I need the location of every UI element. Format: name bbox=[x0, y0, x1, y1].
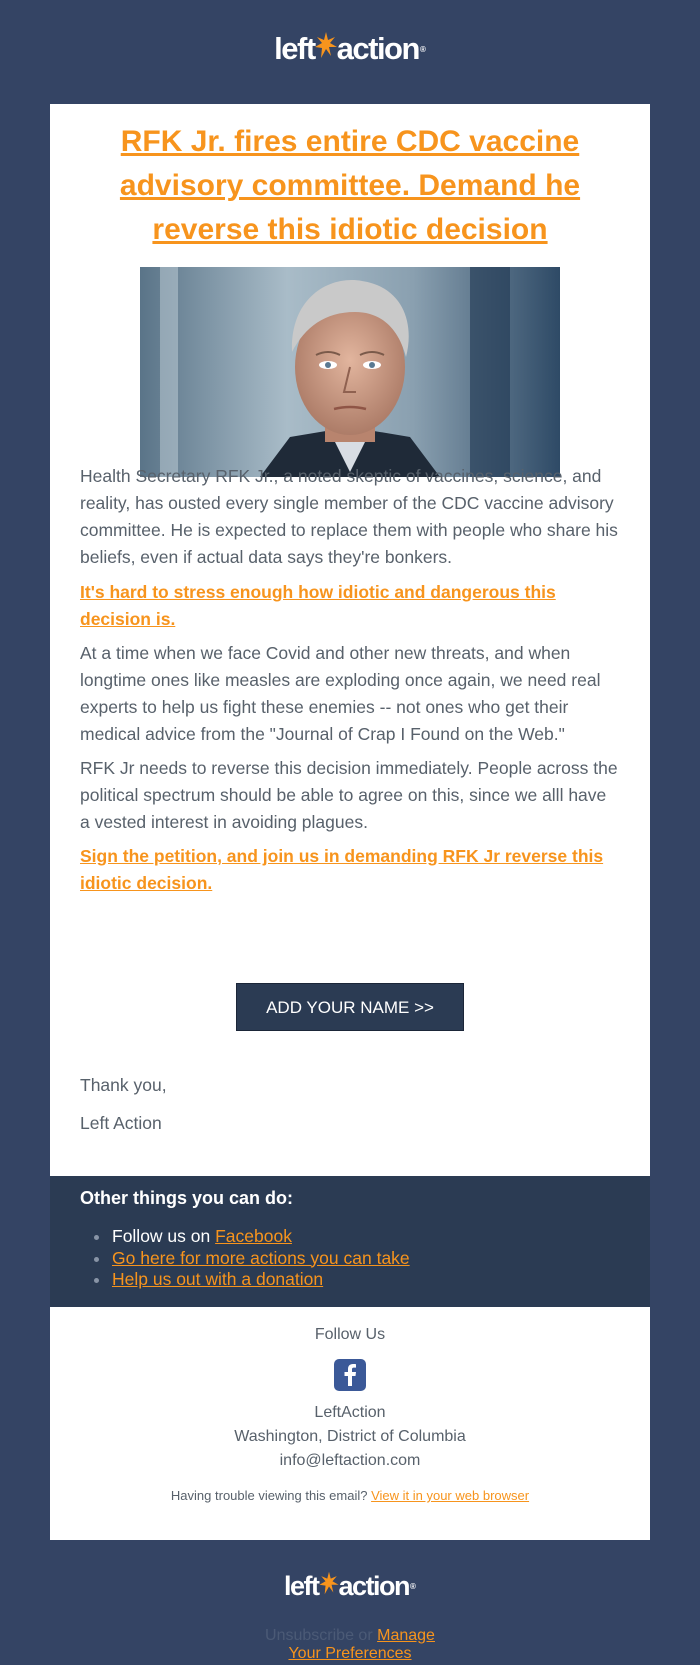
bullet-icon bbox=[94, 1278, 99, 1283]
burst-icon bbox=[319, 1570, 339, 1603]
leftaction-logo-footer bbox=[284, 1570, 416, 1603]
donation-link[interactable]: Help us out with a donation bbox=[112, 1269, 324, 1289]
headline-link[interactable]: RFK Jr. fires entire CDC vaccine advisory committee. Demand he reverse this idiotic decision bbox=[119, 125, 581, 246]
sign-off: Thank you, bbox=[80, 1075, 167, 1095]
unsubscribe-link[interactable]: Unsubscribe bbox=[265, 1627, 354, 1644]
body-paragraph-3: RFK Jr needs to reverse this decision immediately. People across the political spectrum should be able to agree on this, since we alll have a vested interest in avoiding plagues. bbox=[80, 758, 618, 832]
trouble-text: Having trouble viewing this email? bbox=[170, 1488, 372, 1503]
other-actions-title: Other things you can do: bbox=[80, 1188, 294, 1208]
org-location: Washington, District of Columbia bbox=[234, 1428, 466, 1445]
bottom-logo bbox=[0, 1570, 700, 1603]
hero-image[interactable] bbox=[140, 267, 560, 477]
follow-prefix: Follow us on bbox=[112, 1226, 216, 1246]
facebook-icon[interactable] bbox=[334, 1359, 366, 1391]
manage-link-line-2: Your Preferences bbox=[288, 1645, 412, 1662]
bullet-icon bbox=[94, 1235, 99, 1240]
body-paragraph-1: Health Secretary RFK Jr., a noted skeptic of vaccines, science, and reality, has ousted every single member of the CDC vaccine advisory committee. He is expected to replace them with people who share his beliefs, even if actual data says they're bonkers. bbox=[80, 466, 618, 567]
footer bbox=[50, 1307, 650, 1540]
list-item bbox=[112, 1269, 410, 1291]
emphasis-link-1[interactable]: It's hard to stress enough how idiotic and dangerous this decision is. bbox=[80, 582, 556, 629]
follow-us-label: Follow Us bbox=[314, 1326, 386, 1343]
org-email[interactable]: info@leftaction.com bbox=[279, 1452, 421, 1469]
logo-text-right: action bbox=[338, 1571, 410, 1601]
org-name: LeftAction bbox=[314, 1404, 386, 1421]
leftaction-logo bbox=[274, 30, 426, 68]
logo-text-left: left bbox=[274, 31, 315, 66]
burst-icon bbox=[315, 30, 337, 68]
list-item bbox=[112, 1226, 410, 1248]
other-actions-section bbox=[50, 1176, 650, 1307]
hero-portrait bbox=[140, 267, 560, 477]
bullet-icon bbox=[94, 1257, 99, 1262]
list-item bbox=[112, 1248, 410, 1270]
trouble-viewing bbox=[50, 1488, 650, 1503]
other-actions-list bbox=[80, 1226, 410, 1291]
logo-registered: ® bbox=[419, 44, 426, 54]
manage-link-line-1: Manage bbox=[377, 1627, 435, 1644]
view-in-browser-link[interactable]: View it in your web browser bbox=[371, 1488, 530, 1503]
unsubscribe-or: or bbox=[353, 1627, 378, 1644]
unsubscribe-block bbox=[0, 1627, 700, 1663]
more-actions-link[interactable]: Go here for more actions you can take bbox=[112, 1247, 410, 1268]
email-card bbox=[50, 104, 650, 1176]
signature: Left Action bbox=[80, 1113, 162, 1133]
logo-registered: ® bbox=[410, 1582, 416, 1591]
emphasis-link-2[interactable]: Sign the petition, and join us in demanding RFK Jr reverse this idiotic decision. bbox=[80, 846, 604, 893]
logo-text-left: left bbox=[284, 1571, 319, 1601]
body-paragraph-2: At a time when we face Covid and other new threats, and when longtime ones like measles are exploding once again, we need real experts to help us fight these enemies -- not ones who get their medical advice from the "Journal of Crap I Found on the Web." bbox=[80, 643, 601, 744]
facebook-link[interactable]: Facebook bbox=[215, 1226, 292, 1246]
logo-text-right: action bbox=[336, 31, 419, 66]
add-your-name-button[interactable]: ADD YOUR NAME >> bbox=[236, 983, 464, 1031]
top-logo bbox=[0, 30, 700, 68]
